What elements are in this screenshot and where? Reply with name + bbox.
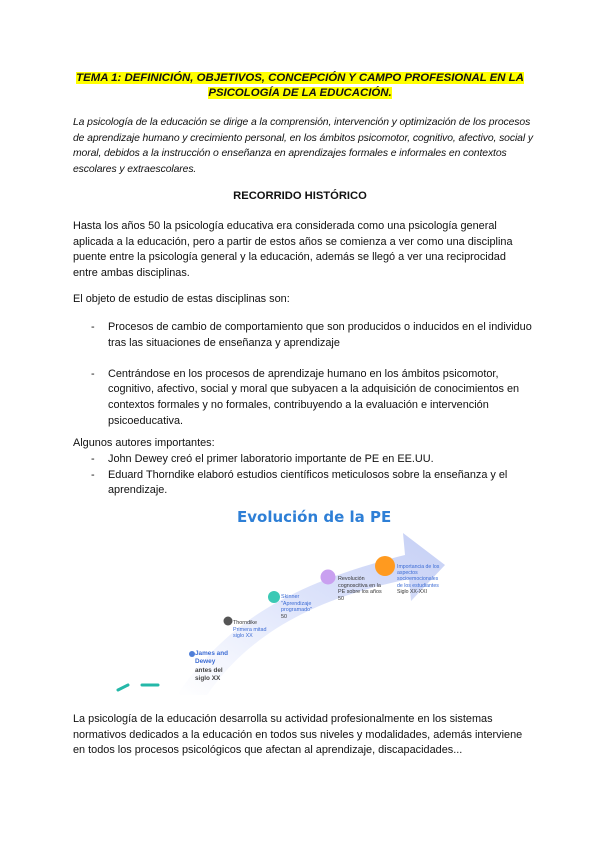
list-item — [73, 367, 533, 429]
section-heading: RECORRIDO HISTÓRICO — [233, 190, 367, 202]
bullet-dash: - — [91, 321, 95, 333]
milestone-dot-socioemocional — [375, 556, 395, 576]
authors-list — [73, 452, 533, 499]
milestone-dot-skinner — [268, 591, 280, 603]
title-line-2: PSICOLOGÍA DE LA EDUCACIÓN. — [208, 87, 392, 99]
profession-paragraph: La psicología de la educación desarrolla su actividad profesionalmente en los sistemas normativos dedicados a la educación en todos sus niveles y modalidades, además interviene en todos los procesos psicológicos que afectan al aprendizaje, discapacidades... — [73, 713, 523, 757]
figure-title: Evolución de la PE — [237, 508, 392, 526]
list-item-text: Centrándose en los procesos de aprendizaje humano en los ámbitos psicomotor, cognitivo, afectivo, social y moral que subyacen a la adquisición de conocimientos en contextos formales y no formales, contribuyendo a la evaluación e intervención psicoeducativa. — [108, 367, 520, 427]
bullet-dash: - — [91, 468, 95, 481]
objects-intro: El objeto de estudio de estas disciplinas son: — [73, 293, 290, 305]
title-line-1: TEMA 1: DEFINICIÓN, OBJETIVOS, CONCEPCIÓN Y CAMPO PROFESIONAL EN LA — [76, 72, 524, 84]
evolution-figure — [115, 505, 445, 695]
objects-list — [73, 320, 533, 429]
bullet-dash: - — [91, 367, 95, 380]
document-title — [70, 71, 530, 101]
intro-paragraph: La psicología de la educación se dirige a la comprensión, intervención y optimización de los procesos de aprendizaje humano y crecimiento personal, en los ámbitos psicomotor, cognitivo, afectivo, social y moral, debidos a la instrucción o enseñanza en aprendizajes formales e informales en contextos escolares y extraescolares. — [73, 117, 533, 175]
bullet-dash: - — [91, 453, 95, 465]
milestone-dot-revolucion — [321, 570, 336, 585]
milestone-dot-thorndike — [224, 617, 233, 626]
list-item — [73, 452, 533, 468]
list-item — [73, 320, 533, 351]
history-paragraph: Hasta los años 50 la psicología educativa era considerada como una psicología general aplicada a la educación, pero a partir de estos años se comienza a ver como una disciplina puente entre la psicología general y la educación, además se llegó a ver una reciprocidad entre ambas disciplinas. — [73, 220, 513, 279]
milestone-label-socioemocional: Importancia de los aspectos socioemocionales de los estudiantes Siglo XX-XXI — [397, 564, 440, 595]
evolution-arrow-graphic — [115, 505, 445, 695]
authors-heading: Algunos autores importantes: — [73, 437, 215, 449]
bottom-accent — [118, 685, 128, 690]
list-item — [73, 468, 533, 499]
milestone-label-revolucion: Revolución cognoscitiva en la PE sobre los años 50 — [338, 576, 382, 602]
list-item-text: John Dewey creó el primer laboratorio importante de PE en EE.UU. — [108, 453, 434, 465]
list-item-text: Eduard Thorndike elaboró estudios científicos meticulosos sobre la enseñanza y el aprendizaje. — [108, 468, 508, 497]
milestone-label-thorndike: Thorndike Primera mitad siglo XX — [233, 620, 267, 640]
milestone-label-skinner: Skinner "Aprendizaje programado" 50 — [281, 594, 312, 620]
list-item-text: Procesos de cambio de comportamiento que son producidos o inducidos en el individuo tras las situaciones de enseñanza y aprendizaje — [108, 321, 532, 349]
milestone-label-james-dewey: James and Dewey antes del siglo XX — [195, 650, 229, 683]
